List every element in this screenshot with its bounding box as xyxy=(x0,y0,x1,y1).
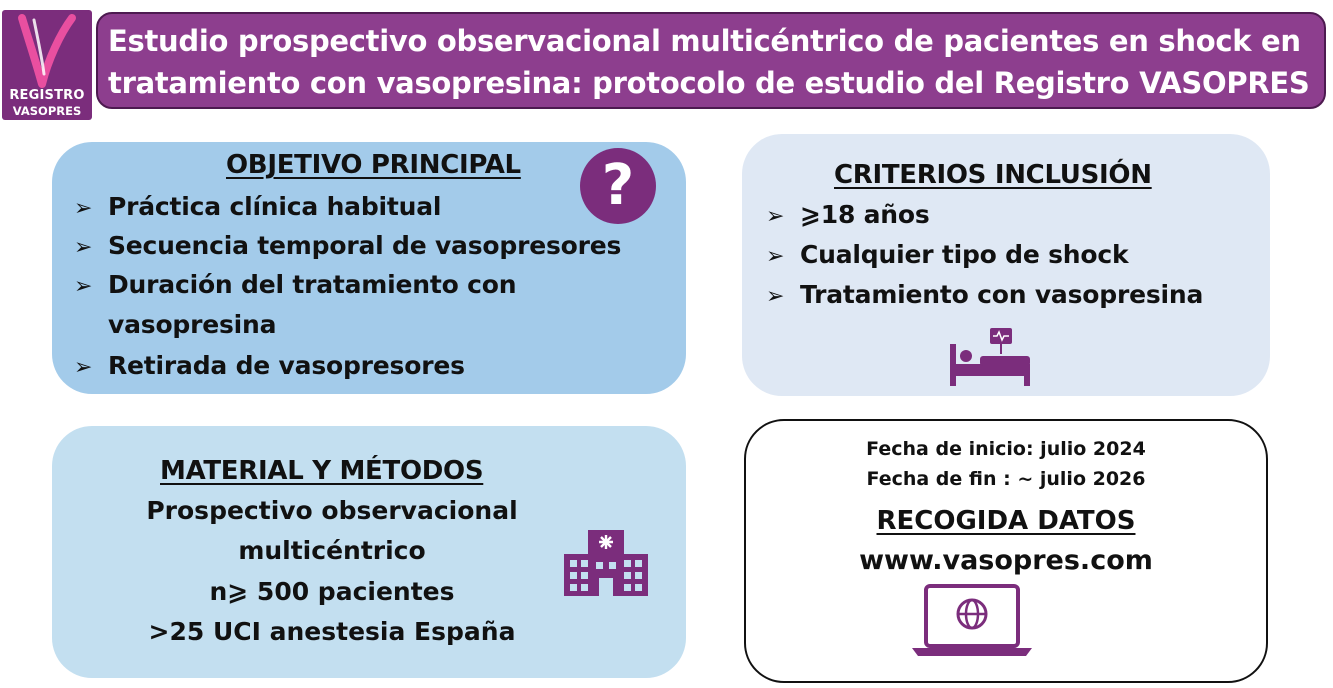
laptop-globe-icon xyxy=(908,582,1036,660)
material-line: n⩾ 500 pacientes xyxy=(209,577,455,606)
logo-line1: REGISTRO xyxy=(9,88,85,103)
arrow-bullet-icon: ➢ xyxy=(766,204,785,229)
fecha-inicio: Fecha de inicio: julio 2024 xyxy=(866,438,1146,460)
criterios-item: ➢ Tratamiento con vasopresina xyxy=(766,280,1204,309)
logo-v-mark xyxy=(14,12,80,90)
arrow-bullet-icon: ➢ xyxy=(74,196,93,221)
material-heading: MATERIAL Y MÉTODOS xyxy=(160,456,484,486)
website-url[interactable]: www.vasopres.com xyxy=(859,545,1153,576)
recogida-heading: RECOGIDA DATOS xyxy=(876,506,1136,536)
arrow-bullet-icon: ➢ xyxy=(74,274,93,299)
objetivo-item: ➢ Duración del tratamiento con xyxy=(74,270,517,299)
hospital-bed-icon xyxy=(946,326,1036,388)
arrow-bullet-icon: ➢ xyxy=(74,355,93,380)
objetivo-item: ➢ Secuencia temporal de vasopresores xyxy=(74,231,622,260)
arrow-bullet-icon: ➢ xyxy=(74,235,93,260)
criterios-item: ➢ Cualquier tipo de shock xyxy=(766,240,1129,269)
fecha-fin: Fecha de fin : ~ julio 2026 xyxy=(866,468,1146,490)
title-line1: Estudio prospectivo observacional multicéntrico de pacientes en shock en xyxy=(108,24,1301,58)
material-line: Prospectivo observacional xyxy=(146,496,518,525)
material-line: multicéntrico xyxy=(238,536,426,565)
arrow-bullet-icon: ➢ xyxy=(766,244,785,269)
hospital-building-icon xyxy=(560,524,652,598)
title-line2: tratamiento con vasopresina: protocolo de estudio del Registro VASOPRES xyxy=(108,66,1310,100)
title-banner xyxy=(96,12,1326,109)
criterios-item: ➢ ⩾18 años xyxy=(766,200,930,229)
objetivo-heading: OBJETIVO PRINCIPAL xyxy=(226,150,521,180)
objetivo-item: ➢ Retirada de vasopresores xyxy=(74,351,465,380)
material-line: >25 UCI anestesia España xyxy=(148,617,516,646)
logo-line2: VASOPRES xyxy=(12,104,82,118)
criterios-heading: CRITERIOS INCLUSIÓN xyxy=(834,160,1152,190)
objetivo-item-continued: vasopresina xyxy=(108,310,277,339)
objetivo-item: ➢ Práctica clínica habitual xyxy=(74,192,442,221)
arrow-bullet-icon: ➢ xyxy=(766,284,785,309)
vasopres-logo xyxy=(2,10,92,120)
question-mark-icon: ? xyxy=(580,148,656,224)
